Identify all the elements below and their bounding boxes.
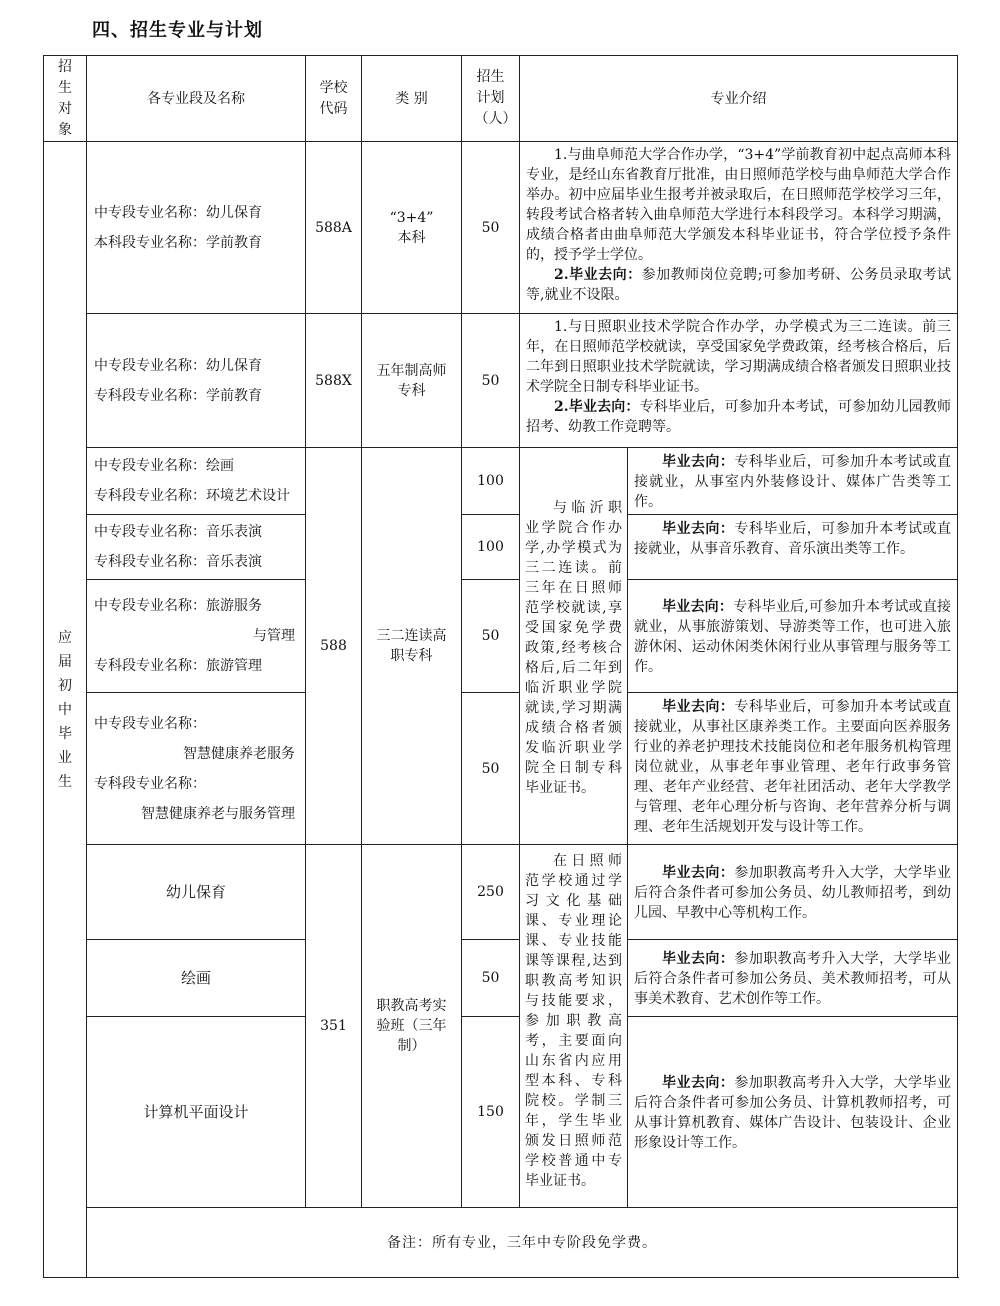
plan-count: 100 bbox=[462, 448, 520, 515]
major-cell bbox=[87, 515, 306, 580]
plan-count: 50 bbox=[462, 314, 520, 448]
program-desc: 在日照师范学校通过学习文化基础课、专业理论课、专业技能课等课程,达到职教高考知识与技能要求，参加职教高考，主要面向山东省内应用型本科、专科院校。学制三年，学生毕业颁发日照师范学校普通中专毕业证书。 bbox=[520, 845, 628, 1208]
plan-count: 50 bbox=[462, 940, 520, 1017]
category-cell: 五年制高师专科 bbox=[362, 314, 462, 448]
page-title: 四、招生专业与计划 bbox=[92, 20, 263, 41]
remark-text: 备注：所有专业，三年中专阶段免学费。 bbox=[87, 1208, 958, 1278]
major-line: 中专段专业名称：幼儿保育 bbox=[94, 204, 262, 221]
plan-count: 150 bbox=[462, 1017, 520, 1208]
major-line: 智慧健康养老服务 bbox=[183, 745, 295, 762]
major-line: 专科段专业名称：环境艺术设计 bbox=[94, 488, 290, 504]
major-line: 专科段专业名称：音乐表演 bbox=[94, 554, 262, 570]
career-cell: 毕业去向：参加职教高考升入大学，大学毕业后符合条件者可参加公务员、计算机教师招考，可从事计算机教育、媒体广告设计、包装设计、企业形象设计等工作。 bbox=[628, 1017, 958, 1208]
category-cell: 三二连读高职专科 bbox=[362, 448, 462, 845]
header-code: 学校代码 bbox=[306, 56, 362, 142]
table-row bbox=[44, 515, 958, 580]
career-cell: 毕业去向：专科毕业后，可参加升本考试或直接就业，从事室内外装修设计、媒体广告类等工作。 bbox=[628, 448, 958, 515]
major-cell bbox=[87, 314, 306, 448]
table-row bbox=[44, 142, 958, 314]
major-line: 智慧健康养老与服务管理 bbox=[141, 805, 295, 822]
school-code: 588A bbox=[306, 142, 362, 314]
major-cell bbox=[87, 448, 306, 515]
table-row bbox=[44, 580, 958, 693]
major-cell bbox=[87, 580, 306, 693]
header-target: 招生对象 bbox=[44, 56, 87, 142]
school-code: 588 bbox=[306, 448, 362, 845]
table-row bbox=[44, 845, 958, 940]
career-cell: 毕业去向：参加职教高考升入大学，大学毕业后符合条件者可参加公务员、美术教师招考，可从事美术教育、艺术创作等工作。 bbox=[628, 940, 958, 1017]
table-row bbox=[44, 940, 958, 1017]
career-cell: 毕业去向：专科毕业后，可参加升本考试或直接就业，从事社区康养类工作。主要面向医养服务行业的养老护理技术技能岗位和老年服务机构管理岗位就业，从事老年事业管理、老年行政事务管理、老年产业经营、老年社团活动、老年大学教学与管理、老年心理分析与咨询、老年营养分析与调理、老年生活规划开发与设计等工作。 bbox=[628, 693, 958, 845]
major-cell: 幼儿保育 bbox=[87, 845, 306, 940]
plan-count: 100 bbox=[462, 515, 520, 580]
major-line: 专科段专业名称： bbox=[94, 775, 206, 792]
header-major: 各专业段及名称 bbox=[87, 56, 306, 142]
major-line: 中专段专业名称：绘画 bbox=[94, 458, 234, 474]
intro-paragraph: 2.毕业去向：参加教师岗位竞聘;可参加考研、公务员录取考试等,就业不设限。 bbox=[526, 267, 951, 303]
intro-cell bbox=[520, 142, 958, 314]
major-cell: 绘画 bbox=[87, 940, 306, 1017]
table-row bbox=[44, 448, 958, 515]
table-row bbox=[44, 693, 958, 845]
header-plan: 招生计划（人） bbox=[462, 56, 520, 142]
category-line: 本科 bbox=[397, 229, 426, 246]
plan-count: 250 bbox=[462, 845, 520, 940]
major-line: 中专段专业名称：旅游服务 bbox=[94, 598, 262, 614]
category-cell: 职教高考实验班（三年制） bbox=[362, 845, 462, 1208]
table-row bbox=[44, 314, 958, 448]
intro-paragraph: 2.毕业去向：专科毕业后，可参加升本考试，可参加幼儿园教师招考、幼教工作竞聘等。 bbox=[526, 399, 951, 435]
career-cell: 毕业去向：参加职教高考升入大学，大学毕业后符合条件者可参加公务员、幼儿教师招考，到幼儿园、早教中心等机构工作。 bbox=[628, 845, 958, 940]
career-cell: 毕业去向：专科毕业后，可参加升本考试或直接就业，从事音乐教育、音乐演出类等工作。 bbox=[628, 515, 958, 580]
major-cell bbox=[87, 142, 306, 314]
target-cell: 应届初中毕业生 bbox=[44, 142, 87, 1278]
category-cell bbox=[362, 142, 462, 314]
cooperation-desc: 与临沂职业学院合作办学,办学模式为三二连读。前三年在日照师范学校就读,享受国家免学费政策,经考核合格后,后二年到临沂职业学院就读,学习期满成绩合格者颁发临沂职业学院全日制专科毕业证书。 bbox=[520, 448, 628, 845]
header-category: 类 别 bbox=[362, 56, 462, 142]
major-line: 专科段专业名称：旅游管理 bbox=[94, 658, 262, 674]
intro-cell bbox=[520, 314, 958, 448]
major-line: 与管理 bbox=[253, 628, 295, 644]
table-row bbox=[44, 1017, 958, 1208]
major-cell: 计算机平面设计 bbox=[87, 1017, 306, 1208]
major-line: 中专段专业名称：音乐表演 bbox=[94, 524, 262, 540]
major-cell bbox=[87, 693, 306, 845]
enrollment-plan-table bbox=[43, 55, 958, 1278]
plan-count: 50 bbox=[462, 693, 520, 845]
intro-paragraph: 1.与曲阜师范大学合作办学，“3+4”学前教育初中起点高师本科专业，是经山东省教育厅批准，由日照师范学校与曲阜师范大学合作举办。初中应届毕业生报考并被录取后，在日照师范学校学习三年，转段考试合格者转入曲阜师范大学进行本科段学习。本科学习期满，成绩合格者由曲阜师范大学颁发本科毕业证书，符合学位授予条件的，授予学士学位。 bbox=[526, 147, 951, 263]
major-line: 本科段专业名称：学前教育 bbox=[94, 234, 262, 251]
plan-count: 50 bbox=[462, 142, 520, 314]
school-code: 588X bbox=[306, 314, 362, 448]
intro-paragraph: 1.与日照职业技术学院合作办学，办学模式为三二连读。前三年，在日照师范学校就读，享受国家免学费政策，经考核合格后，后二年到日照职业技术学院就读，学习期满成绩合格者颁发日照职业技术学院全日制专科毕业证书。 bbox=[526, 319, 951, 395]
plan-count: 50 bbox=[462, 580, 520, 693]
header-row bbox=[44, 56, 958, 142]
header-intro: 专业介绍 bbox=[520, 56, 958, 142]
major-line: 中专段专业名称：幼儿保育 bbox=[94, 357, 262, 374]
major-line: 专科段专业名称：学前教育 bbox=[94, 387, 262, 404]
career-cell: 毕业去向：专科毕业后,可参加升本考试或直接就业，从事旅游策划、导游类等工作，也可进入旅游休闲、运动休闲类休闲行业从事管理与服务等工作。 bbox=[628, 580, 958, 693]
remark-row bbox=[44, 1208, 958, 1278]
major-line: 中专段专业名称： bbox=[94, 715, 206, 732]
school-code: 351 bbox=[306, 845, 362, 1208]
category-line: “3+4” bbox=[389, 209, 434, 226]
